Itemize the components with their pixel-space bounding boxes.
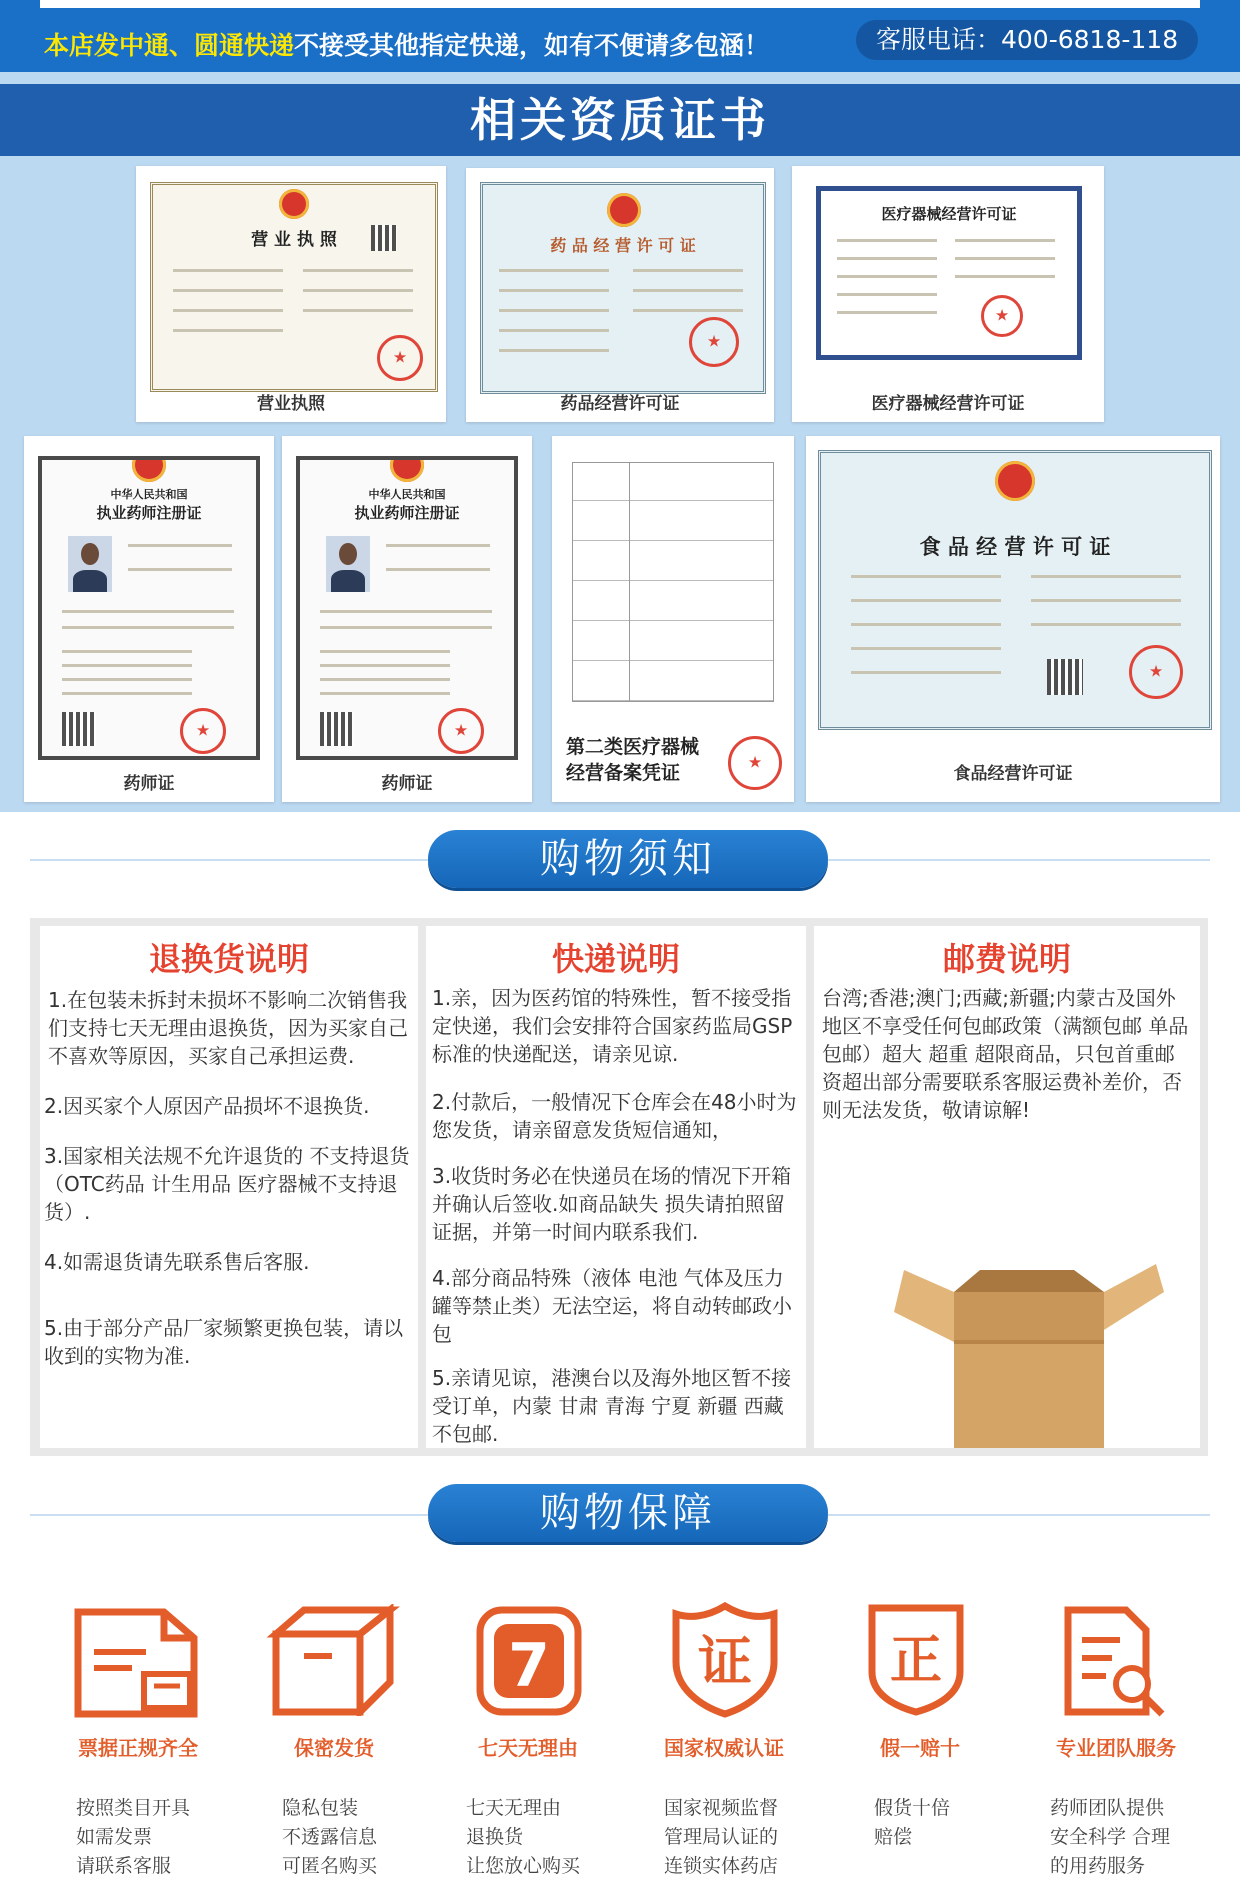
shopping-notice-heading: 购物须知 xyxy=(428,830,828,888)
text-line xyxy=(1031,599,1181,602)
text-line xyxy=(62,610,234,613)
guarantee-4-line-1: 国家视频监督 xyxy=(664,1797,779,1819)
drug-license-image xyxy=(480,182,766,394)
text-line xyxy=(851,599,1001,602)
shipping-item-2: 2.付款后，一般情况下仓库会在48小时为您发货，请亲留意发货短信通知， xyxy=(432,1090,797,1142)
food-license-doc-title: 食 品 经 营 许 可 证 xyxy=(919,534,1111,559)
pharmacist-cert-1-title: 执业药师注册证 xyxy=(96,504,202,522)
guarantee-1-line-2: 如需发票 xyxy=(76,1826,153,1848)
cert-card-class2-device-record xyxy=(552,436,794,802)
guarantee-6-line-2: 安全科学 合理 xyxy=(1050,1826,1171,1848)
shipping-notice-text xyxy=(44,26,769,62)
pharmacist-cert-2-subtitle: 中华人民共和国 xyxy=(368,488,446,501)
text-line xyxy=(128,544,232,547)
text-line xyxy=(320,626,492,629)
guarantee-4-line-3: 连锁实体药店 xyxy=(664,1855,779,1877)
national-emblem-icon xyxy=(607,193,641,227)
red-seal-icon xyxy=(689,317,739,367)
text-line xyxy=(837,311,937,314)
text-line xyxy=(62,626,234,629)
medical-device-license-image xyxy=(816,186,1082,360)
text-line xyxy=(499,349,609,352)
cert-card-pharmacist-1 xyxy=(24,436,274,802)
shipping-item-5: 5.亲请见谅，港澳台以及海外地区暂不接受订单，内蒙 甘肃 青海 宁夏 新疆 西藏不包邮. xyxy=(432,1366,792,1446)
qr-code-icon xyxy=(371,225,397,251)
returns-item-4: 4.如需退货请先联系售后客服. xyxy=(44,1250,310,1274)
guarantee-4-line-2: 管理局认证的 xyxy=(664,1826,779,1848)
business-license-caption: 营业执照 xyxy=(257,394,325,414)
text-line xyxy=(851,671,1001,674)
text-line xyxy=(955,275,1055,278)
shipping-notice-rest: 不接受其他指定快递，如有不便请多包涵！ xyxy=(294,31,770,60)
cert-card-food-license xyxy=(806,436,1220,802)
text-line xyxy=(320,610,492,613)
genuine-guarantee-icon xyxy=(866,1602,966,1716)
genuine-icon-label: 正 xyxy=(889,1631,943,1691)
shipping-column xyxy=(426,926,806,1448)
pharmacist-cert-image-1 xyxy=(38,456,260,760)
returns-title: 退换货说明 xyxy=(148,940,309,978)
text-line xyxy=(837,239,937,242)
pharmacist-photo xyxy=(68,536,112,592)
certification-icon-label: 证 xyxy=(698,1630,752,1693)
pharmacist-cert-1-subtitle: 中华人民共和国 xyxy=(110,488,188,501)
postage-title: 邮费说明 xyxy=(942,940,1071,978)
guarantee-heading: 购物保障 xyxy=(428,1484,828,1542)
red-seal-icon xyxy=(1129,645,1183,699)
document-search-icon xyxy=(1062,1606,1168,1718)
returns-item-3: 3.国家相关法规不允许退货的 不支持退货（OTC药品 计生用品 医疗器械不支持退货）. xyxy=(44,1144,410,1224)
text-line xyxy=(386,568,490,571)
guarantee-2-line-3: 可匿名购买 xyxy=(282,1855,378,1877)
text-line xyxy=(499,289,609,292)
cert-card-drug-license xyxy=(466,168,774,422)
record-table-image xyxy=(572,462,774,702)
seven-day-icon-label: 7 xyxy=(508,1631,550,1701)
guarantee-4-desc xyxy=(664,1794,778,1881)
national-emblem-icon xyxy=(279,189,309,219)
red-seal-icon xyxy=(728,736,782,790)
text-line xyxy=(173,309,283,312)
guarantee-5-line-2: 赔偿 xyxy=(874,1826,913,1848)
text-line xyxy=(633,289,743,292)
guarantee-2-line-1: 隐私包装 xyxy=(282,1797,359,1819)
guarantee-2-line-2: 不透露信息 xyxy=(282,1826,378,1848)
postage-text: 台湾;香港;澳门;西藏;新疆;内蒙古及国外地区不享受任何包邮政策（满额包邮 单品包邮）超大 超重 超限商品，只包首重邮资超出部分需要联系客服运费补差价，否则无法发货，敬请谅解! xyxy=(822,986,1189,1122)
shipping-item-1: 1.亲，因为医药馆的特殊性，暂不接受指定快递，我们会安排符合国家药监局GSP标准的快递配送，请亲见谅. xyxy=(432,986,793,1066)
business-license-doc-title: 营 业 执 照 xyxy=(251,230,337,250)
guarantee-2-desc xyxy=(282,1794,377,1881)
text-line xyxy=(955,239,1055,242)
text-line xyxy=(633,309,743,312)
top-divider xyxy=(40,0,1200,8)
pharmacist-cert-2-caption: 药师证 xyxy=(381,774,433,794)
cert-card-medical-device-license xyxy=(792,166,1104,422)
guarantee-1-desc xyxy=(76,1794,190,1881)
national-emblem-icon xyxy=(132,456,166,482)
national-emblem-icon xyxy=(390,456,424,482)
guarantee-3-desc xyxy=(466,1794,580,1881)
service-hotline: 客服电话：400-6818-118 xyxy=(856,20,1198,60)
food-license-caption: 食品经营许可证 xyxy=(953,764,1073,784)
business-license-image xyxy=(150,182,438,392)
pharmacist-cert-2-title: 执业药师注册证 xyxy=(354,504,460,522)
text-line xyxy=(386,544,490,547)
text-line xyxy=(837,275,937,278)
shipping-title: 快递说明 xyxy=(551,940,680,978)
medical-device-caption: 医疗器械经营许可证 xyxy=(871,394,1025,414)
text-line xyxy=(173,269,283,272)
medical-device-doc-title: 医疗器械经营许可证 xyxy=(881,205,1017,223)
pharmacist-cert-1-caption: 药师证 xyxy=(123,774,175,794)
text-line xyxy=(499,269,609,272)
guarantee-6-line-3: 的用药服务 xyxy=(1050,1855,1146,1877)
text-line xyxy=(303,269,413,272)
guarantee-6-title: 专业团队服务 xyxy=(1056,1736,1176,1760)
guarantee-1-title: 票据正规齐全 xyxy=(78,1736,198,1760)
invoice-icon xyxy=(72,1608,202,1718)
text-line xyxy=(851,575,1001,578)
text-line xyxy=(1031,575,1181,578)
guarantee-3-line-3: 让您放心购买 xyxy=(466,1855,581,1877)
guarantee-5-title: 假一赔十 xyxy=(880,1736,960,1760)
shipping-carriers-highlight: 本店发中通、圆通快递 xyxy=(44,31,295,60)
drug-license-doc-title: 药 品 经 营 许 可 证 xyxy=(550,236,696,255)
shipping-item-4: 4.部分商品特殊（液体 电池 气体及压力罐等禁止类）无法空运，将自动转邮政小包 xyxy=(432,1266,792,1346)
text-line xyxy=(62,678,192,681)
shipping-item-3: 3.收货时务必在快递员在场的情况下开箱并确认后签收.如商品缺失 损失请拍照留证据，并第一时间内联系我们. xyxy=(432,1164,792,1244)
pharmacist-cert-image-2 xyxy=(296,456,518,760)
text-line xyxy=(303,289,413,292)
red-seal-icon xyxy=(438,708,484,754)
text-line xyxy=(320,650,450,653)
returns-item-2: 2.因买家个人原因产品损坏不退换货. xyxy=(44,1094,370,1118)
guarantee-6-line-1: 药师团队提供 xyxy=(1050,1797,1165,1819)
food-license-image xyxy=(818,450,1212,730)
guarantee-5-line-1: 假货十倍 xyxy=(874,1797,951,1819)
national-emblem-icon xyxy=(995,461,1035,501)
certificates-heading: 相关资质证书 xyxy=(0,84,1240,156)
text-line xyxy=(128,568,232,571)
pharmacist-photo xyxy=(326,536,370,592)
qr-code-icon xyxy=(320,712,354,746)
drug-license-caption: 药品经营许可证 xyxy=(560,394,680,414)
package-box-icon xyxy=(264,1604,404,1716)
text-line xyxy=(1031,623,1181,626)
text-line xyxy=(173,329,283,332)
text-line xyxy=(499,309,609,312)
text-line xyxy=(320,664,450,667)
guarantee-6-desc xyxy=(1050,1794,1170,1881)
guarantee-4-title: 国家权威认证 xyxy=(664,1736,784,1760)
certification-shield-icon xyxy=(670,1602,780,1718)
text-line xyxy=(499,329,609,332)
text-line xyxy=(851,647,1001,650)
text-line xyxy=(837,257,937,260)
text-line xyxy=(633,269,743,272)
text-line xyxy=(320,678,450,681)
text-line xyxy=(303,309,413,312)
cardboard-box-icon xyxy=(894,1252,1164,1448)
text-line xyxy=(62,692,192,695)
text-line xyxy=(955,257,1055,260)
red-seal-icon xyxy=(981,295,1023,337)
guarantee-5-desc xyxy=(874,1794,950,1852)
qr-code-icon xyxy=(1047,659,1083,695)
red-seal-icon xyxy=(377,335,423,381)
text-line xyxy=(851,623,1001,626)
cert-card-business-license xyxy=(136,166,446,422)
text-line xyxy=(173,289,283,292)
returns-item-5: 5.由于部分产品厂家频繁更换包装，请以收到的实物为准. xyxy=(44,1316,404,1368)
cert-card-pharmacist-2 xyxy=(282,436,532,802)
guarantee-1-line-1: 按照类目开具 xyxy=(76,1797,191,1819)
class2-device-record-caption: 第二类医疗器械经营备案凭证 xyxy=(566,736,700,784)
guarantee-2-title: 保密发货 xyxy=(294,1736,374,1760)
postage-column xyxy=(814,926,1200,1448)
red-seal-icon xyxy=(180,708,226,754)
guarantee-3-line-1: 七天无理由 xyxy=(466,1797,562,1819)
guarantee-3-title: 七天无理由 xyxy=(478,1736,578,1760)
text-line xyxy=(62,650,192,653)
text-line xyxy=(320,692,450,695)
text-line xyxy=(62,664,192,667)
guarantee-1-line-3: 请联系客服 xyxy=(76,1855,172,1877)
text-line xyxy=(837,293,937,296)
qr-code-icon xyxy=(62,712,96,746)
guarantee-3-line-2: 退换货 xyxy=(466,1826,524,1848)
returns-item-1: 1.在包装未拆封未损坏不影响二次销售我们支持七天无理由退换货，因为买家自己不喜欢等原因，买家自己承担运费. xyxy=(48,988,408,1068)
returns-column xyxy=(40,926,418,1448)
seven-day-return-icon xyxy=(476,1606,582,1716)
